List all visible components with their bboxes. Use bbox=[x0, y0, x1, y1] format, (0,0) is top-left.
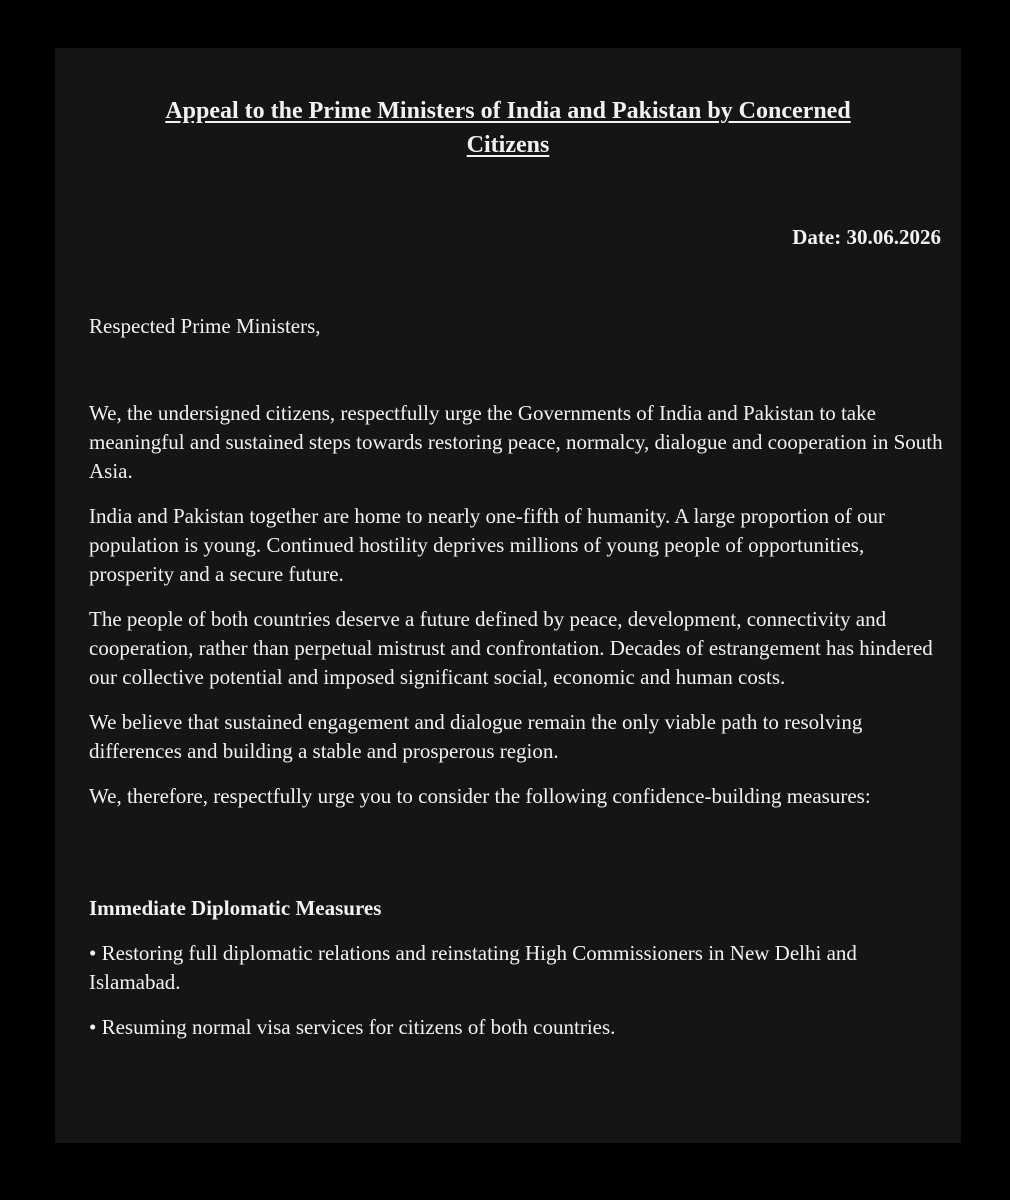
paragraph: We believe that sustained engagement and dialogue remain the only viable path to resolving differences and building a stable and prosperous region. bbox=[89, 710, 863, 763]
paragraph: We, the undersigned citizens, respectfully urge the Governments of India and Pakistan to take meaningful and sustained steps towards restoring peace, normalcy, dialogue and cooperation in South Asia. bbox=[89, 401, 943, 483]
letter-title-line-2: Citizens bbox=[466, 132, 550, 158]
paragraph: We, therefore, respectfully urge you to consider the following confidence-building measures: bbox=[89, 784, 871, 808]
letter-title-line-1: Appeal to the Prime Ministers of India and Pakistan by Concerned bbox=[165, 98, 851, 124]
diplomatic-measures-section bbox=[89, 894, 949, 1058]
letter-page bbox=[55, 48, 961, 1143]
salutation: Respected Prime Ministers, bbox=[89, 314, 321, 338]
paragraph: The people of both countries deserve a future defined by peace, development, connectivity and cooperation, rather than perpetual mistrust and confrontation. Decades of estrangement has hindered our collective potential and imposed significant social, economic and human costs. bbox=[89, 607, 933, 689]
letter-title bbox=[55, 94, 961, 162]
section-heading: Immediate Diplomatic Measures bbox=[89, 896, 382, 920]
letter-body bbox=[89, 399, 949, 827]
bullet-item: • Resuming normal visa services for citizens of both countries. bbox=[89, 1015, 616, 1039]
bullet-item: • Restoring full diplomatic relations and reinstating High Commissioners in New Delhi and Islamabad. bbox=[89, 941, 857, 994]
letter-date: Date: 30.06.2026 bbox=[792, 225, 941, 249]
paragraph: India and Pakistan together are home to nearly one-fifth of humanity. A large proportion of our population is young. Continued hostility deprives millions of young people of opportunities, prosperity and a secure future. bbox=[89, 504, 886, 586]
